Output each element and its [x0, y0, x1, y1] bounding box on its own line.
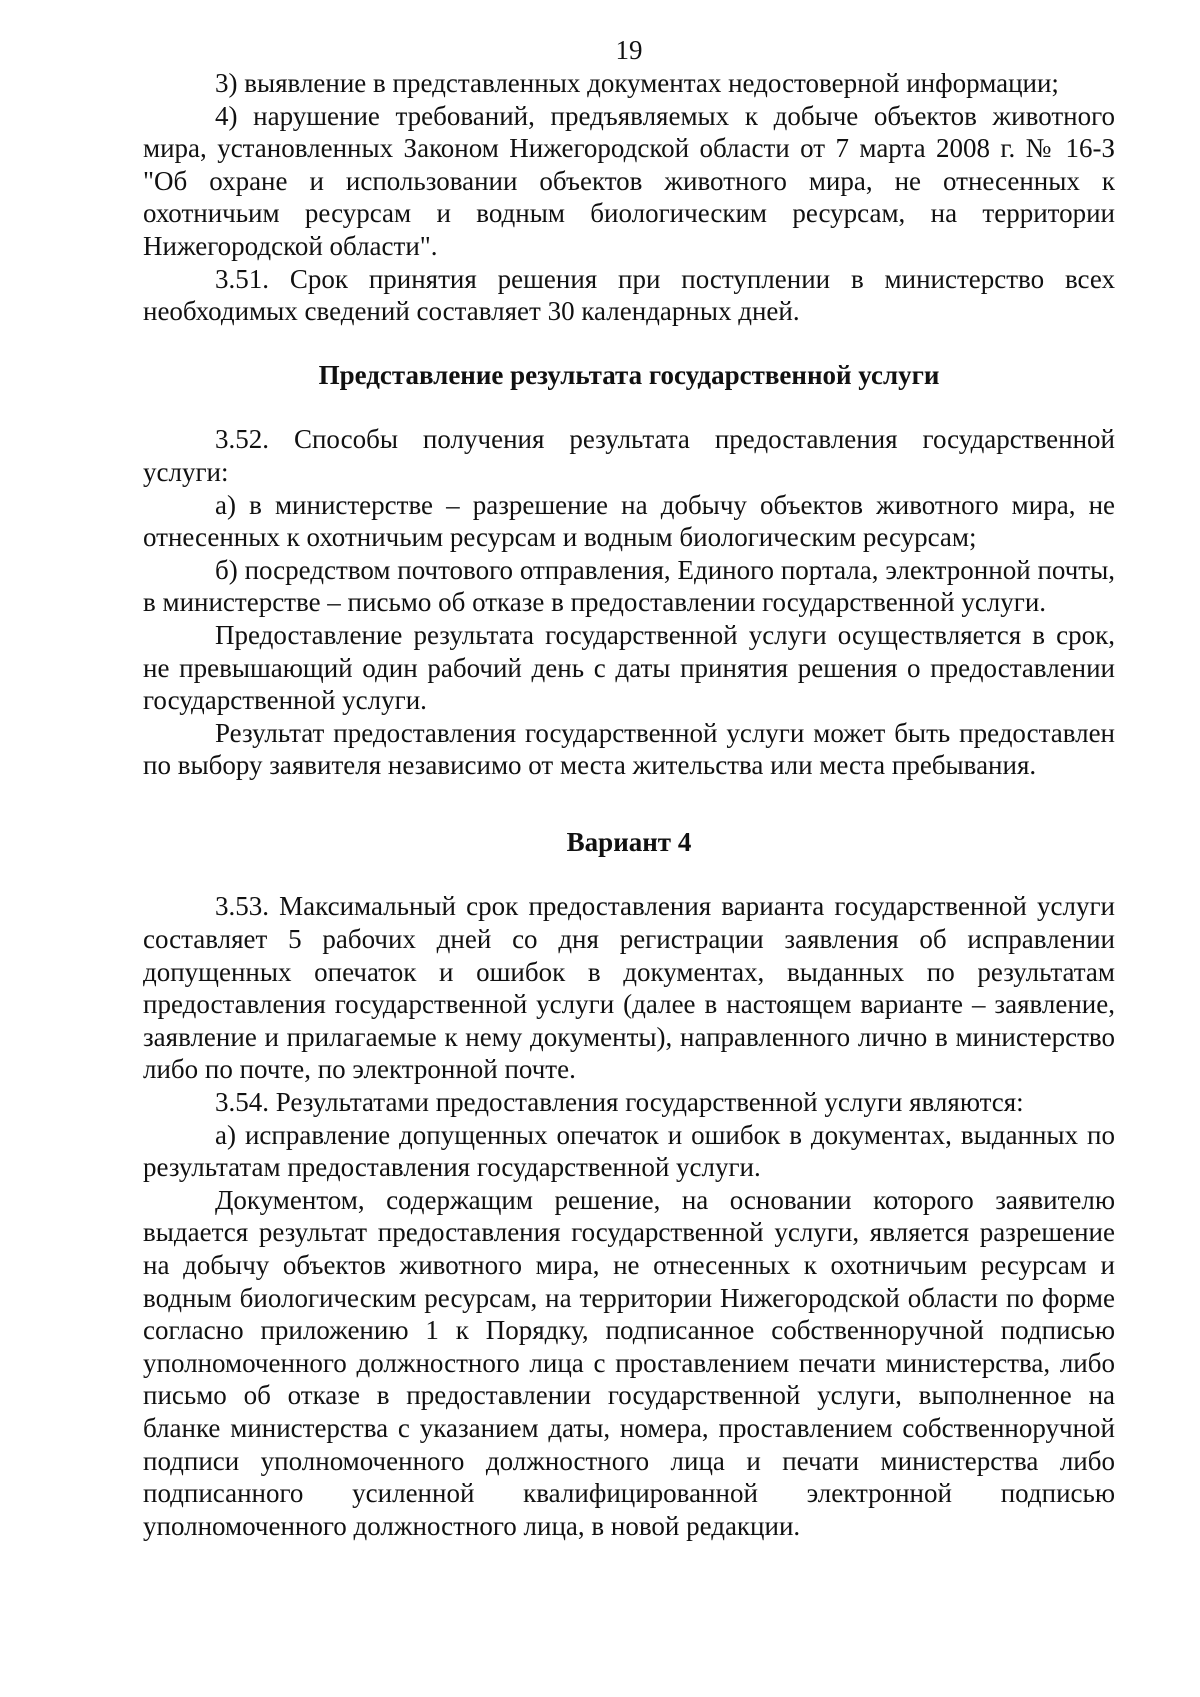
item-4-paragraph: 4) нарушение требований, предъявляемых к добыче объектов животного мира, установленных Законом Нижегородской области от 7 марта 2008 г. № 16-З "Об охране и использовании объектов животного мира, не отнесенных к охотничьим ресурсам и водным биологическим ресурсам, на территории Нижегородской области".: [143, 100, 1115, 261]
page-content: [143, 34, 1115, 1542]
correction-item-a-paragraph: а) исправление допущенных опечаток и ошибок в документах, выданных по результатам предоставления государственной услуги.: [143, 1119, 1115, 1183]
clause-3-51-paragraph: 3.51. Срок принятия решения при поступлении в министерство всех необходимых сведений составляет 30 календарных дней.: [143, 263, 1115, 327]
result-deadline-paragraph: Предоставление результата государственной услуги осуществляется в срок, не превышающий один рабочий день с даты принятия решения о предоставлении государственной услуги.: [143, 619, 1115, 716]
clause-3-53-paragraph: 3.53. Максимальный срок предоставления варианта государственной услуги составляет 5 рабочих дней со дня регистрации заявления об исправлении допущенных опечаток и ошибок в документах, выданных по результатам предоставления государственной услуги (далее в настоящем варианте – заявление, заявление и прилагаемые к нему документы), направленного лично в министерство либо по почте, по электронной почте.: [143, 891, 1115, 1085]
section-heading-result: Представление результата государственной услуги: [318, 359, 940, 390]
page-number: 19: [615, 35, 643, 65]
item-3-paragraph: 3) выявление в представленных документах недостоверной информации;: [215, 68, 1059, 98]
item-a-paragraph: а) в министерстве – разрешение на добычу объектов животного мира, не отнесенных к охотничьим ресурсам и водным биологическим ресурсам;: [143, 489, 1115, 553]
decision-document-paragraph: Документом, содержащим решение, на основании которого заявителю выдается результат предоставления государственной услуги, является разрешение на добычу объектов животного мира, не отнесенных к охотничьим ресурсам и водным биологическим ресурсам, на территории Нижегородской области по форме согласно приложению 1 к Порядку, подписанное собственноручной подписью уполномоченного должностного лица с проставлением печати министерства, либо письмо об отказе в предоставлении государственной услуги, выполненное на бланке министерства с указанием даты, номера, проставлением собственноручной подписи уполномоченного должностного лица и печати министерства либо подписанного усиленной квалифицированной электронной подписью уполномоченного должностного лица, в новой редакции.: [143, 1184, 1115, 1541]
item-b-paragraph: б) посредством почтового отправления, Единого портала, электронной почты, в министерстве – письмо об отказе в предоставлении государственной услуги.: [143, 554, 1115, 618]
clause-3-52-paragraph: 3.52. Способы получения результата предоставления государственной услуги:: [143, 424, 1115, 487]
clause-3-54-paragraph: 3.54. Результатами предоставления государственной услуги являются:: [215, 1087, 1024, 1118]
section-heading-variant-4: Вариант 4: [566, 826, 692, 857]
result-place-paragraph: Результат предоставления государственной услуги может быть предоставлен по выбору заявителя независимо от места жительства или места пребывания.: [143, 717, 1115, 781]
